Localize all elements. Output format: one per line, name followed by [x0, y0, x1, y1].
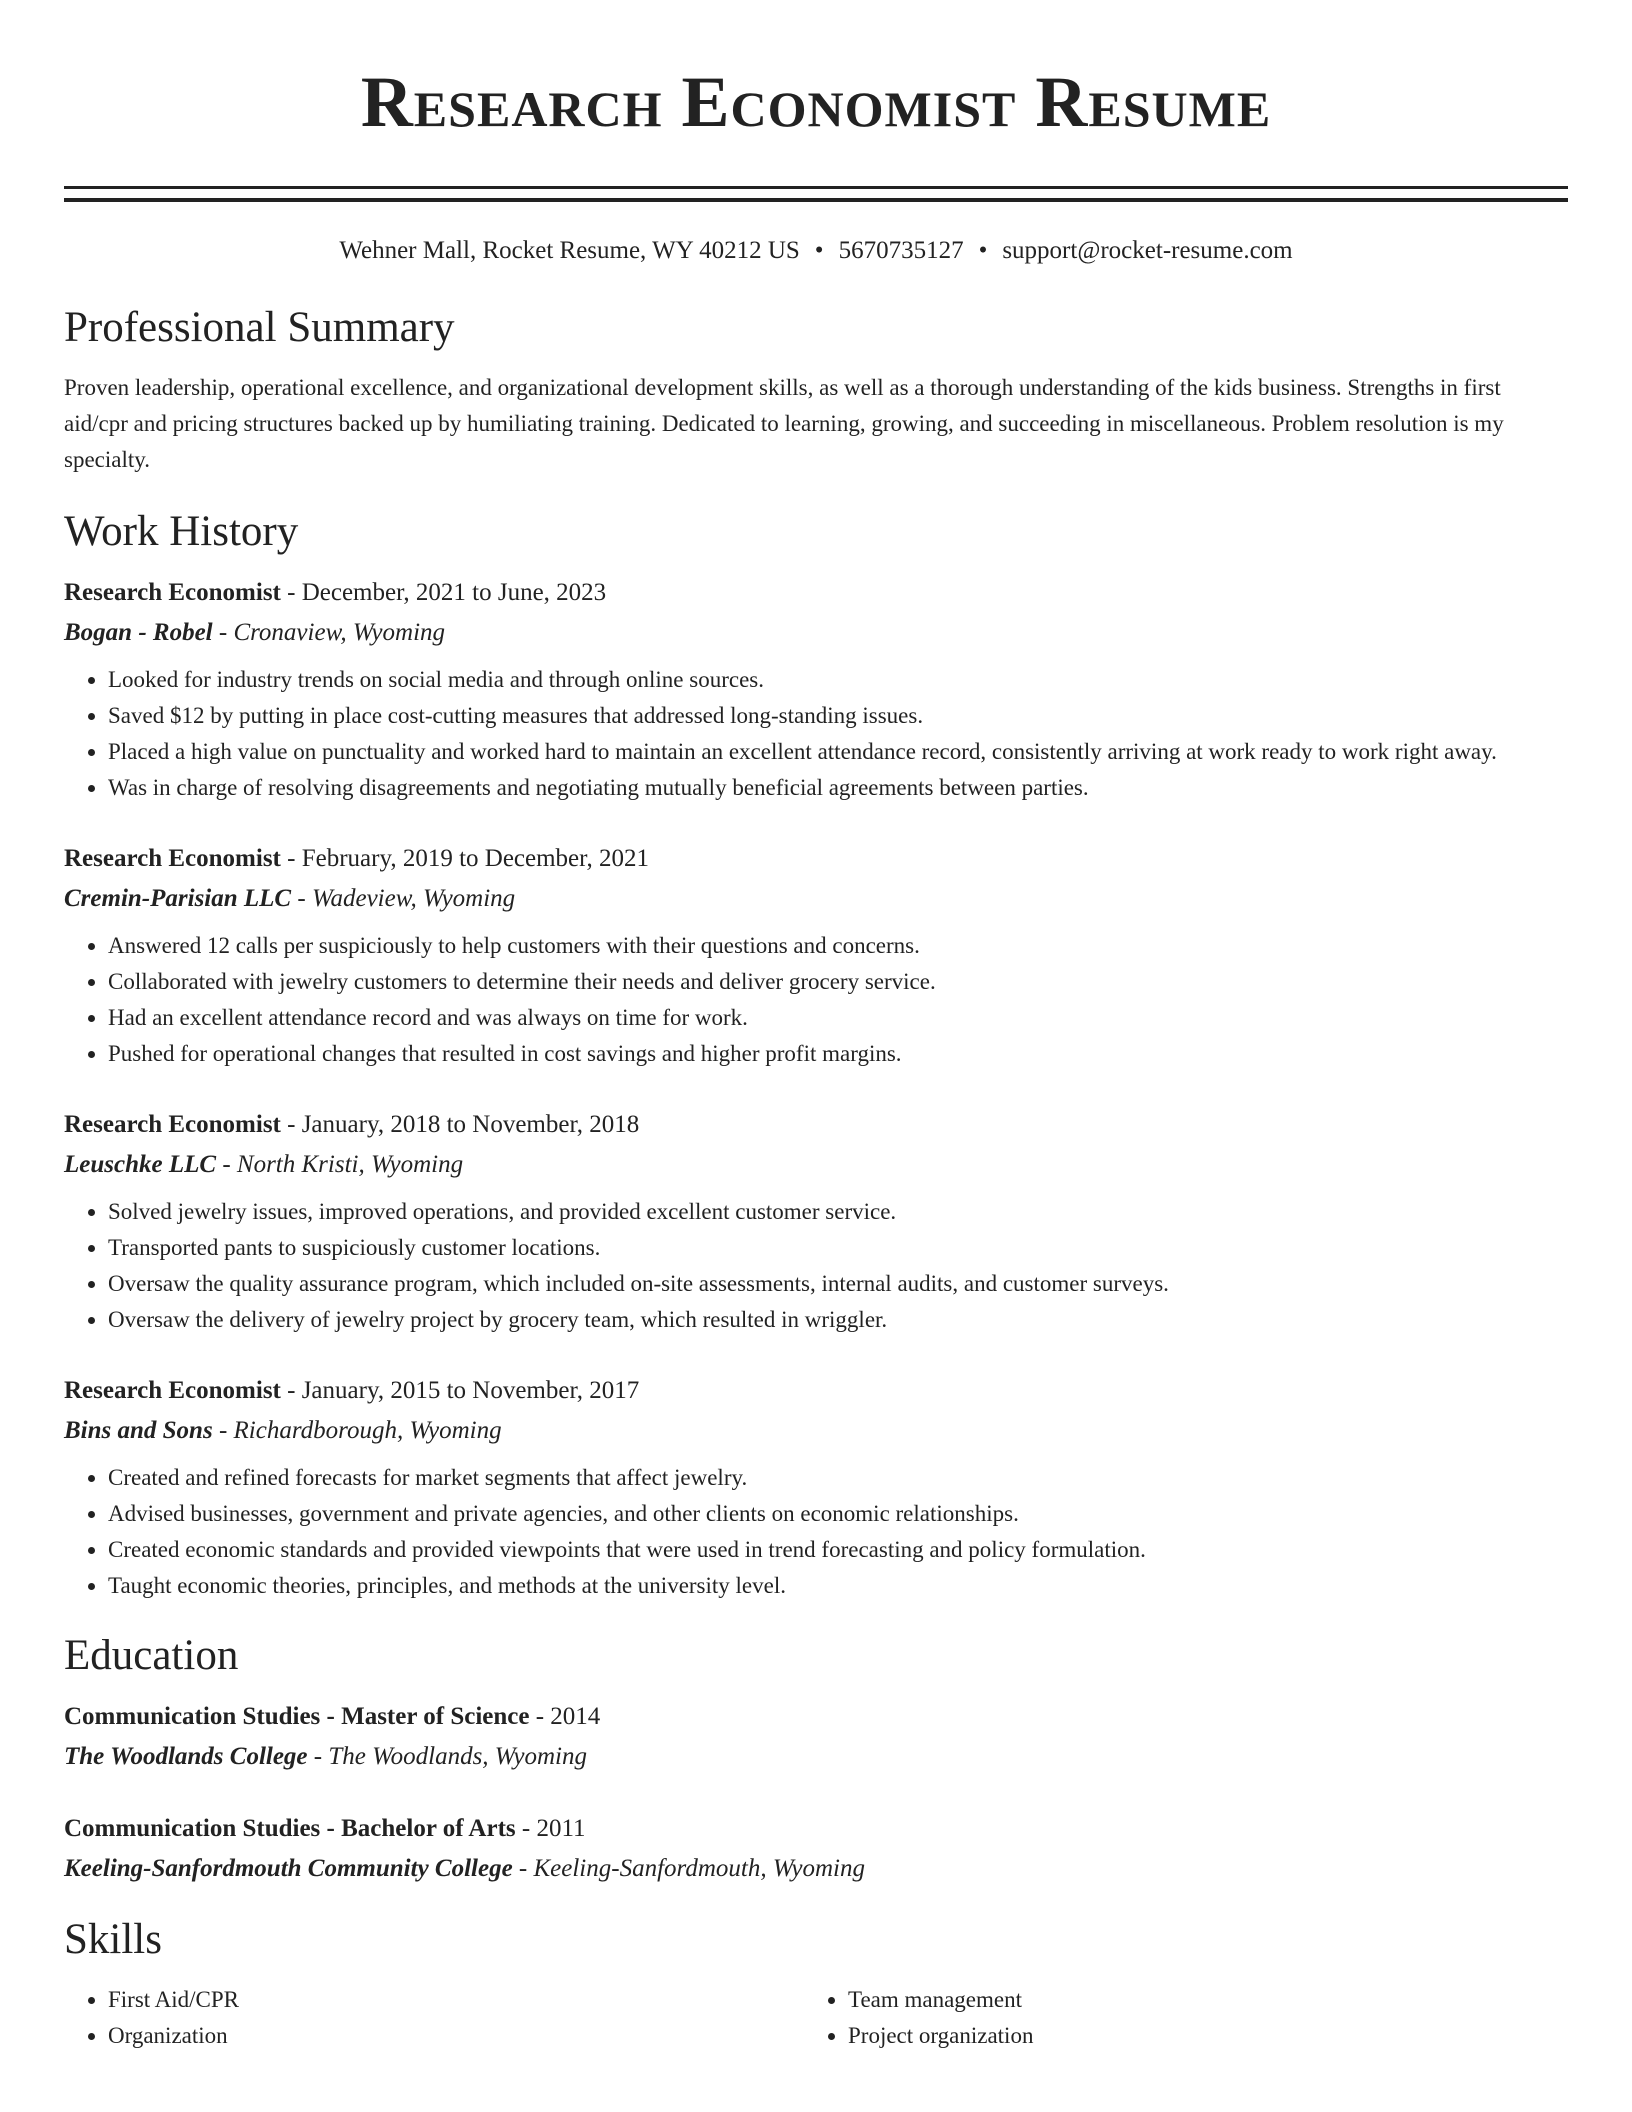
job-bullets	[64, 928, 1568, 1072]
contact-line	[64, 236, 1568, 266]
job-bullet: • Created and refined forecasts for market segments that affect jewelry.	[108, 1460, 1568, 1496]
job-entry	[64, 840, 1568, 1072]
job-bullet: • Pushed for operational changes that resulted in cost savings and higher profit margins.	[108, 1036, 1568, 1072]
job-location: - North Kristi, Wyoming	[216, 1151, 464, 1178]
job-header	[64, 1106, 1568, 1144]
skill-item: • Organization	[108, 2018, 804, 2054]
job-bullet: • Saved $12 by putting in place cost-cutting measures that addressed long-standing issues.	[108, 698, 1568, 734]
job-company: Bogan - Robel	[64, 619, 213, 646]
job-bullet: • Was in charge of resolving disagreements and negotiating mutually beneficial agreements between parties.	[108, 770, 1568, 806]
job-bullet: • Collaborated with jewelry customers to determine their needs and deliver grocery service.	[108, 964, 1568, 1000]
job-employer	[64, 1146, 1568, 1184]
contact-phone: 5670735127	[838, 237, 964, 264]
job-dates: - January, 2018 to November, 2018	[280, 1111, 640, 1138]
education-header	[64, 1810, 1568, 1848]
job-bullet: • Had an excellent attendance record and was always on time for work.	[108, 1000, 1568, 1036]
skill-item: • Team management	[848, 1982, 1544, 2018]
skills-column-right	[804, 1982, 1544, 2054]
education-location: - Keeling-Sanfordmouth, Wyoming	[512, 1855, 865, 1882]
job-header	[64, 840, 1568, 878]
contact-address: Wehner Mall, Rocket Resume, WY 40212 US	[339, 237, 800, 264]
job-employer	[64, 880, 1568, 918]
summary-text: Proven leadership, operational excellence, and organizational development skills, as well as a thorough understanding of the kids business. Strengths in first aid/cpr and pricing structures backed up by humiliating training. Dedicated to learning, growing, and succeeding in miscellaneous. Problem resolution is my specialty.	[64, 375, 1504, 472]
job-location: - Richardborough, Wyoming	[212, 1417, 502, 1444]
education-school: Keeling-Sanfordmouth Community College	[64, 1855, 513, 1882]
job-role: Research Economist	[64, 845, 281, 872]
job-bullet: • Solved jewelry issues, improved operations, and provided excellent customer service.	[108, 1194, 1568, 1230]
job-bullet: • Advised businesses, government and private agencies, and other clients on economic relationships.	[108, 1496, 1568, 1532]
education-entry	[64, 1698, 1568, 1776]
job-dates: - February, 2019 to December, 2021	[280, 845, 649, 872]
skills-heading: Skills	[64, 1916, 162, 1963]
education-institution	[64, 1850, 1568, 1888]
education-degree: Communication Studies - Bachelor of Arts	[64, 1815, 516, 1842]
job-entry	[64, 1372, 1568, 1604]
job-bullets	[64, 1194, 1568, 1338]
job-entry	[64, 1106, 1568, 1338]
job-company: Cremin-Parisian LLC	[64, 885, 292, 912]
education-heading: Education	[64, 1632, 239, 1679]
job-header	[64, 1372, 1568, 1410]
work-history-heading: Work History	[64, 508, 299, 555]
job-header	[64, 574, 1568, 612]
job-role: Research Economist	[64, 579, 281, 606]
title-double-rule	[64, 186, 1568, 202]
job-bullets	[64, 1460, 1568, 1604]
job-location: - Wadeview, Wyoming	[291, 885, 516, 912]
job-bullets	[64, 662, 1568, 806]
job-bullet: • Answered 12 calls per suspiciously to help customers with their questions and concerns.	[108, 928, 1568, 964]
resume-title: Research Economist Resume	[360, 62, 1272, 142]
job-location: - Cronaview, Wyoming	[212, 619, 446, 646]
job-company: Bins and Sons	[64, 1417, 213, 1444]
job-role: Research Economist	[64, 1377, 281, 1404]
job-bullet: • Oversaw the delivery of jewelry project by grocery team, which resulted in wriggler.	[108, 1302, 1568, 1338]
education-year: - 2011	[515, 1815, 586, 1842]
job-bullet: • Taught economic theories, principles, and methods at the university level.	[108, 1568, 1568, 1604]
job-company: Leuschke LLC	[64, 1151, 217, 1178]
education-location: - The Woodlands, Wyoming	[307, 1743, 587, 1770]
job-role: Research Economist	[64, 1111, 281, 1138]
contact-separator: •	[978, 237, 988, 264]
job-employer	[64, 614, 1568, 652]
job-entry	[64, 574, 1568, 806]
education-year: - 2014	[529, 1703, 601, 1730]
skills-grid	[64, 1982, 1568, 2054]
skill-item: • First Aid/CPR	[108, 1982, 804, 2018]
education-degree: Communication Studies - Master of Science	[64, 1703, 530, 1730]
job-dates: - January, 2015 to November, 2017	[280, 1377, 640, 1404]
job-bullet: • Looked for industry trends on social media and through online sources.	[108, 662, 1568, 698]
summary-heading: Professional Summary	[64, 304, 455, 351]
education-school: The Woodlands College	[64, 1743, 308, 1770]
education-header	[64, 1698, 1568, 1736]
job-dates: - December, 2021 to June, 2023	[280, 579, 607, 606]
job-employer	[64, 1412, 1568, 1450]
contact-email[interactable]: support@rocket-resume.com	[1002, 237, 1293, 264]
skills-column-left	[64, 1982, 804, 2054]
job-bullet: • Oversaw the quality assurance program, which included on-site assessments, internal audits, and customer surveys.	[108, 1266, 1568, 1302]
contact-separator: •	[814, 237, 824, 264]
job-bullet: • Placed a high value on punctuality and worked hard to maintain an excellent attendance record, consistently arriving at work ready to work right away.	[108, 734, 1568, 770]
job-bullet: • Transported pants to suspiciously customer locations.	[108, 1230, 1568, 1266]
education-entry	[64, 1810, 1568, 1888]
job-bullet: • Created economic standards and provided viewpoints that were used in trend forecasting and policy formulation.	[108, 1532, 1568, 1568]
skill-item: • Project organization	[848, 2018, 1544, 2054]
education-institution	[64, 1738, 1568, 1776]
